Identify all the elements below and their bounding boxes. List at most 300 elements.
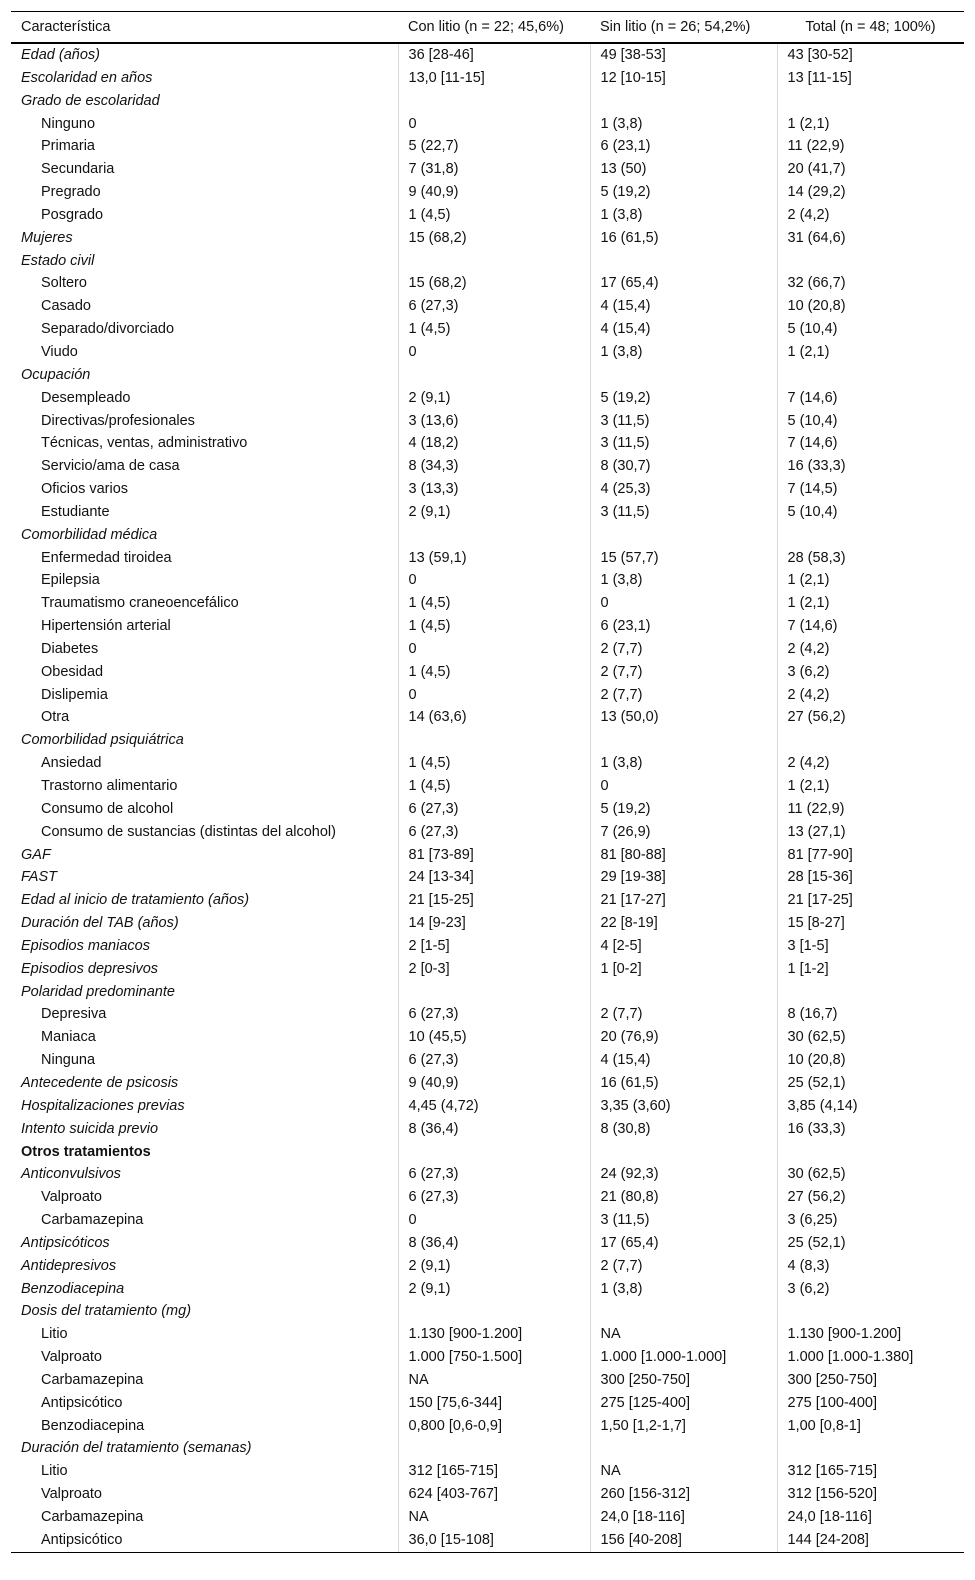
without-lithium-value: 0 [590,592,777,615]
total-value: 32 (66,7) [777,272,964,295]
header-total: Total (n = 48; 100%) [777,12,964,44]
total-value: 312 [165-715] [777,1460,964,1483]
with-lithium-value [398,250,590,273]
with-lithium-value: 36,0 [15-108] [398,1529,590,1552]
table-row [11,958,964,981]
without-lithium-value [590,524,777,547]
without-lithium-value: 49 [38-53] [590,43,777,67]
without-lithium-value: 156 [40-208] [590,1529,777,1552]
total-value: 10 (20,8) [777,1049,964,1072]
with-lithium-value [398,364,590,387]
row-label: Valproato [41,1349,102,1366]
without-lithium-value: 8 (30,8) [590,1118,777,1141]
without-lithium-value: 17 (65,4) [590,1232,777,1255]
with-lithium-value: 6 (27,3) [398,798,590,821]
total-value: 3 (6,25) [777,1209,964,1232]
table-row [11,1415,964,1438]
with-lithium-value: 8 (34,3) [398,455,590,478]
row-label: Mujeres [21,229,73,246]
row-label: Servicio/ama de casa [41,458,180,475]
with-lithium-value [398,524,590,547]
total-value: 81 [77-90] [777,844,964,867]
with-lithium-value: 24 [13-34] [398,866,590,889]
table-row [11,569,964,592]
without-lithium-value [590,250,777,273]
with-lithium-value: 14 (63,6) [398,706,590,729]
without-lithium-value: 300 [250-750] [590,1369,777,1392]
table-row [11,455,964,478]
row-label: Carbamazepina [41,1212,144,1229]
table-row [11,1072,964,1095]
table-row [11,752,964,775]
with-lithium-value: 7 (31,8) [398,158,590,181]
row-label: Litio [41,1463,68,1480]
with-lithium-value: 0 [398,1209,590,1232]
total-value: 25 (52,1) [777,1072,964,1095]
row-label: Obesidad [41,663,104,680]
with-lithium-value: 6 (27,3) [398,821,590,844]
total-value: 13 [11-15] [777,67,964,90]
table-row [11,1255,964,1278]
total-value: 16 (33,3) [777,1118,964,1141]
total-value: 7 (14,6) [777,615,964,638]
without-lithium-value: 1 (3,8) [590,113,777,136]
without-lithium-value: 81 [80-88] [590,844,777,867]
row-label: Desempleado [41,389,131,406]
table-row [11,1095,964,1118]
with-lithium-value [398,90,590,113]
row-label: Epilepsia [41,572,100,589]
without-lithium-value: 1 [0-2] [590,958,777,981]
total-value: 1 (2,1) [777,341,964,364]
table-row [11,1323,964,1346]
without-lithium-value: 24,0 [18-116] [590,1506,777,1529]
table-row [11,1163,964,1186]
with-lithium-value: 6 (27,3) [398,1003,590,1026]
with-lithium-value: 3 (13,6) [398,410,590,433]
total-value: 300 [250-750] [777,1369,964,1392]
row-label: Depresiva [41,1006,107,1023]
table-row [11,1460,964,1483]
without-lithium-value: 1 (3,8) [590,341,777,364]
table-row [11,844,964,867]
with-lithium-value: 9 (40,9) [398,1072,590,1095]
with-lithium-value: 0 [398,569,590,592]
row-label: Valproato [41,1189,102,1206]
row-label: Comorbilidad psiquiátrica [21,732,184,749]
with-lithium-value: 6 (27,3) [398,1163,590,1186]
total-value: 27 (56,2) [777,706,964,729]
row-label: Dislipemia [41,686,108,703]
table-row [11,1278,964,1301]
without-lithium-value: 1 (3,8) [590,569,777,592]
table-row [11,1506,964,1529]
table-row [11,135,964,158]
total-value: 1,00 [0,8-1] [777,1415,964,1438]
table-row [11,592,964,615]
row-label: Benzodiacepina [41,1417,145,1434]
without-lithium-value: 16 (61,5) [590,227,777,250]
table-row [11,387,964,410]
total-value: 1 (2,1) [777,113,964,136]
total-value [777,250,964,273]
with-lithium-value: 2 (9,1) [398,501,590,524]
row-label: Episodios depresivos [21,960,159,977]
table-row [11,935,964,958]
table-row [11,1049,964,1072]
table-row [11,1483,964,1506]
row-label: Hospitalizaciones previas [21,1097,185,1114]
with-lithium-value: 2 [0-3] [398,958,590,981]
without-lithium-value: 24 (92,3) [590,1163,777,1186]
table-row [11,1026,964,1049]
with-lithium-value: 15 (68,2) [398,272,590,295]
with-lithium-value: 5 (22,7) [398,135,590,158]
without-lithium-value: 4 (15,4) [590,1049,777,1072]
total-value [777,729,964,752]
row-label: Benzodiacepina [21,1280,125,1297]
without-lithium-value: 2 (7,7) [590,661,777,684]
row-label: GAF [21,846,51,863]
total-value: 1.130 [900-1.200] [777,1323,964,1346]
without-lithium-value: 3 (11,5) [590,501,777,524]
total-value: 7 (14,6) [777,387,964,410]
table-row [11,1209,964,1232]
table-row [11,981,964,1004]
row-label: Estado civil [21,252,95,269]
with-lithium-value: 13,0 [11-15] [398,67,590,90]
with-lithium-value: 81 [73-89] [398,844,590,867]
row-label: Escolaridad en años [21,69,153,86]
total-value: 27 (56,2) [777,1186,964,1209]
row-label: Pregrado [41,184,101,201]
without-lithium-value [590,981,777,1004]
row-label: Polaridad predominante [21,983,175,1000]
with-lithium-value: 1 (4,5) [398,615,590,638]
without-lithium-value [590,1141,777,1164]
without-lithium-value: 15 (57,7) [590,547,777,570]
without-lithium-value: 4 (15,4) [590,295,777,318]
table-row [11,1529,964,1552]
total-value: 1 (2,1) [777,775,964,798]
without-lithium-value: 5 (19,2) [590,798,777,821]
with-lithium-value: 1 (4,5) [398,775,590,798]
total-value: 3 (6,2) [777,661,964,684]
total-value: 1 (2,1) [777,592,964,615]
total-value: 20 (41,7) [777,158,964,181]
without-lithium-value: 16 (61,5) [590,1072,777,1095]
with-lithium-value: 14 [9-23] [398,912,590,935]
row-label: Casado [41,298,91,315]
total-value [777,1141,964,1164]
total-value: 5 (10,4) [777,318,964,341]
table-row [11,364,964,387]
table-row [11,798,964,821]
total-value: 3 [1-5] [777,935,964,958]
row-label: Duración del TAB (años) [21,915,179,932]
without-lithium-value [590,364,777,387]
row-label: Valproato [41,1486,102,1503]
with-lithium-value: 13 (59,1) [398,547,590,570]
row-label: Enfermedad tiroidea [41,549,172,566]
row-label: Edad (años) [21,47,100,63]
row-label: Trastorno alimentario [41,778,178,794]
table-row [11,181,964,204]
table-row [11,410,964,433]
total-value: 3 (6,2) [777,1278,964,1301]
without-lithium-value: 12 [10-15] [590,67,777,90]
table-row [11,318,964,341]
table-row [11,204,964,227]
row-label: Otra [41,709,70,726]
row-label: Consumo de alcohol [41,800,174,817]
table-row [11,1118,964,1141]
header-row [11,12,964,44]
without-lithium-value: 3 (11,5) [590,432,777,455]
total-value: 30 (62,5) [777,1026,964,1049]
table-row [11,501,964,524]
without-lithium-value: 20 (76,9) [590,1026,777,1049]
row-label: Episodios maniacos [21,937,150,954]
characteristics-table-container [11,11,964,1553]
without-lithium-value: 1.000 [1.000-1.000] [590,1346,777,1369]
without-lithium-value: 1 (3,8) [590,752,777,775]
without-lithium-value: 4 [2-5] [590,935,777,958]
table-row [11,524,964,547]
with-lithium-value: 0 [398,684,590,707]
total-value: 1 (2,1) [777,569,964,592]
total-value: 1 [1-2] [777,958,964,981]
total-value: 14 (29,2) [777,181,964,204]
with-lithium-value: 1 (4,5) [398,661,590,684]
table-row [11,889,964,912]
with-lithium-value: 2 [1-5] [398,935,590,958]
total-value: 10 (20,8) [777,295,964,318]
row-label: Grado de escolaridad [21,92,160,109]
total-value: 5 (10,4) [777,410,964,433]
with-lithium-value: 10 (45,5) [398,1026,590,1049]
total-value: 1.000 [1.000-1.380] [777,1346,964,1369]
without-lithium-value: 8 (30,7) [590,455,777,478]
table-row [11,1141,964,1164]
table-row [11,67,964,90]
total-value: 25 (52,1) [777,1232,964,1255]
table-row [11,341,964,364]
without-lithium-value: 5 (19,2) [590,181,777,204]
table-row [11,478,964,501]
without-lithium-value: 13 (50,0) [590,706,777,729]
table-row [11,250,964,273]
without-lithium-value: 275 [125-400] [590,1392,777,1415]
without-lithium-value: 29 [19-38] [590,866,777,889]
with-lithium-value: 624 [403-767] [398,1483,590,1506]
row-label: Traumatismo craneoencefálico [41,595,239,612]
without-lithium-value [590,729,777,752]
with-lithium-value: 4,45 (4,72) [398,1095,590,1118]
table-row [11,866,964,889]
with-lithium-value [398,729,590,752]
without-lithium-value: 6 (23,1) [590,615,777,638]
total-value: 2 (4,2) [777,638,964,661]
without-lithium-value: 4 (15,4) [590,318,777,341]
row-label: Hipertensión arterial [41,618,171,635]
row-label: Viudo [41,343,78,360]
with-lithium-value: NA [398,1369,590,1392]
row-label: Secundaria [41,161,115,178]
row-label: Antidepresivos [21,1257,117,1274]
total-value: 4 (8,3) [777,1255,964,1278]
without-lithium-value: 3,35 (3,60) [590,1095,777,1118]
with-lithium-value [398,981,590,1004]
table-row [11,1300,964,1323]
row-label: Antipsicóticos [21,1234,110,1251]
table-header [11,12,964,44]
row-label: Carbamazepina [41,1371,144,1388]
with-lithium-value [398,1141,590,1164]
total-value: 8 (16,7) [777,1003,964,1026]
with-lithium-value: 0 [398,341,590,364]
with-lithium-value: 2 (9,1) [398,387,590,410]
table-row [11,1346,964,1369]
row-label: FAST [21,869,57,886]
total-value: 11 (22,9) [777,135,964,158]
without-lithium-value: 21 [17-27] [590,889,777,912]
table-row [11,432,964,455]
without-lithium-value: 2 (7,7) [590,638,777,661]
with-lithium-value: 150 [75,6-344] [398,1392,590,1415]
with-lithium-value: 2 (9,1) [398,1278,590,1301]
row-label: Litio [41,1326,68,1343]
total-value: 2 (4,2) [777,684,964,707]
with-lithium-value: 36 [28-46] [398,43,590,67]
total-value: 28 [15-36] [777,866,964,889]
with-lithium-value [398,1300,590,1323]
with-lithium-value: 1 (4,5) [398,752,590,775]
without-lithium-value: 0 [590,775,777,798]
row-label: Dosis del tratamiento (mg) [21,1303,192,1320]
without-lithium-value [590,90,777,113]
total-value [777,90,964,113]
row-label: Primaria [41,138,95,155]
total-value [777,524,964,547]
row-label: Carbamazepina [41,1509,144,1525]
total-value: 2 (4,2) [777,204,964,227]
row-label: Intento suicida previo [21,1120,159,1137]
with-lithium-value: 6 (27,3) [398,1186,590,1209]
total-value: 144 [24-208] [777,1529,964,1552]
row-label: Consumo de sustancias (distintas del alcohol) [41,823,336,840]
total-value: 24,0 [18-116] [777,1506,964,1529]
total-value: 43 [30-52] [777,43,964,67]
without-lithium-value: 260 [156-312] [590,1483,777,1506]
table-row [11,90,964,113]
without-lithium-value: 21 (80,8) [590,1186,777,1209]
table-row [11,295,964,318]
row-label: Ninguno [41,115,96,132]
with-lithium-value: 0 [398,113,590,136]
without-lithium-value: 13 (50) [590,158,777,181]
without-lithium-value [590,1300,777,1323]
with-lithium-value: 0 [398,638,590,661]
table-row [11,661,964,684]
table-row [11,547,964,570]
without-lithium-value: 5 (19,2) [590,387,777,410]
row-label: Soltero [41,275,87,292]
row-label: Antipsicótico [41,1394,123,1411]
with-lithium-value: 21 [15-25] [398,889,590,912]
table-row [11,912,964,935]
total-value: 21 [17-25] [777,889,964,912]
table-row [11,1392,964,1415]
table-row [11,1186,964,1209]
table-row [11,1437,964,1460]
total-value: 13 (27,1) [777,821,964,844]
table-row [11,729,964,752]
row-label: Maniaca [41,1029,96,1046]
header-with-lithium: Con litio (n = 22; 45,6%) [398,12,590,44]
row-label: Ninguna [41,1052,96,1069]
total-value: 15 [8-27] [777,912,964,935]
row-label: Oficios varios [41,481,129,498]
row-label: Antecedente de psicosis [21,1074,179,1091]
with-lithium-value: 15 (68,2) [398,227,590,250]
table-row [11,272,964,295]
table-body [11,43,964,1552]
row-label: Edad al inicio de tratamiento (años) [21,892,250,909]
row-label: Técnicas, ventas, administrativo [41,435,248,452]
total-value: 2 (4,2) [777,752,964,775]
without-lithium-value: 7 (26,9) [590,821,777,844]
with-lithium-value: 312 [165-715] [398,1460,590,1483]
table-row [11,638,964,661]
without-lithium-value: NA [590,1323,777,1346]
without-lithium-value [590,1437,777,1460]
row-label: Comorbilidad médica [21,526,158,543]
total-value: 11 (22,9) [777,798,964,821]
table-row [11,821,964,844]
characteristics-table [11,11,964,1553]
without-lithium-value: 17 (65,4) [590,272,777,295]
with-lithium-value: 8 (36,4) [398,1232,590,1255]
without-lithium-value: 4 (25,3) [590,478,777,501]
table-row [11,158,964,181]
with-lithium-value: 1 (4,5) [398,204,590,227]
with-lithium-value [398,1437,590,1460]
total-value: 3,85 (4,14) [777,1095,964,1118]
table-row [11,706,964,729]
row-label: Ansiedad [41,755,102,772]
table-row [11,1232,964,1255]
with-lithium-value: 1 (4,5) [398,318,590,341]
total-value: 7 (14,5) [777,478,964,501]
table-row [11,113,964,136]
without-lithium-value: 2 (7,7) [590,1255,777,1278]
without-lithium-value: 1 (3,8) [590,204,777,227]
without-lithium-value: 3 (11,5) [590,1209,777,1232]
with-lithium-value: 6 (27,3) [398,1049,590,1072]
row-label: Anticonvulsivos [21,1166,121,1183]
row-label: Directivas/profesionales [41,412,195,429]
without-lithium-value: 6 (23,1) [590,135,777,158]
table-row [11,43,964,67]
total-value: 7 (14,6) [777,432,964,455]
without-lithium-value: 1,50 [1,2-1,7] [590,1415,777,1438]
table-row [11,615,964,638]
row-label: Diabetes [41,640,99,657]
total-value: 312 [156-520] [777,1483,964,1506]
with-lithium-value: 6 (27,3) [398,295,590,318]
total-value: 31 (64,6) [777,227,964,250]
